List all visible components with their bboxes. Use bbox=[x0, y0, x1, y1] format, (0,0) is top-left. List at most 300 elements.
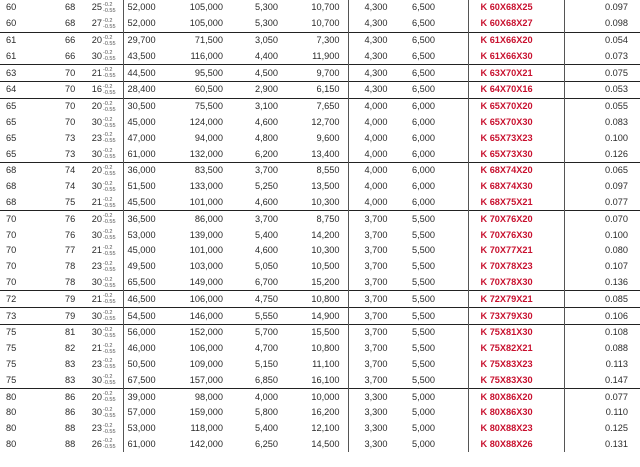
oil-speed-cell: 5,000 bbox=[412, 423, 435, 434]
static-load-rating-cell: 116,000 bbox=[190, 50, 223, 61]
grease-speed-cell: 3,700 bbox=[348, 357, 406, 373]
width-cell bbox=[83, 259, 123, 275]
width-value: 20 bbox=[91, 391, 102, 402]
width-cell bbox=[83, 341, 123, 357]
tolerance-upper: -0.2 bbox=[103, 293, 113, 300]
fatigue-load-limit-cell: 4,600 bbox=[255, 196, 278, 207]
bore-diameter-cell: 68 bbox=[0, 162, 43, 178]
table-row bbox=[0, 162, 640, 178]
fatigue-load-limit-cell: 5,400 bbox=[255, 423, 278, 434]
tolerance-upper: -0.2 bbox=[103, 406, 113, 413]
width-cell bbox=[83, 65, 123, 82]
width-value: 30 bbox=[91, 116, 102, 127]
designation-cell: K 70X78X30 bbox=[468, 275, 564, 291]
tolerance-lower: -0.55 bbox=[103, 397, 116, 404]
width-value: 27 bbox=[91, 18, 102, 29]
width-cell bbox=[83, 437, 123, 453]
tolerance-lower: -0.55 bbox=[103, 428, 116, 435]
outer-diameter-cell: 75 bbox=[65, 196, 76, 207]
oil-speed-cell: 5,000 bbox=[412, 407, 435, 418]
width-tolerance bbox=[103, 117, 116, 129]
table-row bbox=[0, 179, 640, 195]
dynamic-load-rating-cell: 47,000 bbox=[123, 130, 179, 146]
oil-speed-cell: 6,500 bbox=[406, 32, 468, 48]
outer-diameter-cell: 73 bbox=[65, 148, 76, 159]
mass-cell: 0.098 bbox=[605, 18, 628, 29]
width-cell bbox=[83, 308, 123, 325]
mass-cell: 0.055 bbox=[564, 98, 640, 114]
width-tolerance bbox=[103, 423, 116, 435]
table-row bbox=[0, 48, 640, 64]
tolerance-lower: -0.55 bbox=[103, 316, 116, 323]
mass-cell: 0.077 bbox=[564, 389, 640, 405]
tolerance-upper: -0.2 bbox=[103, 17, 113, 24]
grease-speed-cell: 4,000 bbox=[348, 195, 406, 211]
static-load-rating-cell: 101,000 bbox=[189, 196, 223, 207]
tolerance-upper: -0.2 bbox=[103, 326, 113, 333]
static-load-rating-cell: 71,500 bbox=[179, 32, 235, 48]
grease-speed-cell: 3,700 bbox=[348, 372, 406, 388]
table-row bbox=[0, 146, 640, 162]
outer-diameter-cell: 86 bbox=[65, 407, 76, 418]
bore-diameter-cell: 80 bbox=[6, 438, 17, 449]
load-limit-cell: 11,900 bbox=[312, 50, 340, 61]
width-tolerance bbox=[103, 391, 116, 403]
grease-speed-cell: 3,700 bbox=[348, 291, 406, 308]
mass-cell: 0.097 bbox=[605, 2, 628, 13]
bore-diameter-cell: 75 bbox=[6, 343, 17, 354]
designation-cell: K 70X76X20 bbox=[468, 211, 564, 227]
tolerance-upper: -0.2 bbox=[103, 148, 113, 155]
static-load-rating-cell: 142,000 bbox=[189, 438, 223, 449]
width-value: 30 bbox=[91, 50, 102, 61]
oil-speed-cell: 5,500 bbox=[412, 229, 435, 240]
width-value: 30 bbox=[91, 310, 102, 321]
width-value: 21 bbox=[91, 245, 102, 256]
grease-speed-cell: 3,300 bbox=[348, 437, 406, 453]
tolerance-upper: -0.2 bbox=[103, 164, 113, 171]
width-cell bbox=[83, 227, 123, 243]
width-tolerance bbox=[103, 84, 116, 96]
load-limit-cell: 12,100 bbox=[311, 423, 340, 434]
fatigue-load-limit-cell: 5,800 bbox=[255, 407, 278, 418]
grease-speed-cell: 3,700 bbox=[348, 259, 406, 275]
designation-cell: K 70X78X23 bbox=[468, 259, 564, 275]
tolerance-lower: -0.55 bbox=[103, 380, 116, 387]
load-limit-cell: 16,100 bbox=[311, 374, 340, 385]
mass-cell: 0.131 bbox=[605, 438, 628, 449]
outer-diameter-cell: 78 bbox=[65, 261, 76, 272]
width-value: 30 bbox=[91, 148, 102, 159]
designation-cell: K 80X86X20 bbox=[468, 389, 564, 405]
table-row bbox=[0, 389, 640, 405]
oil-speed-cell: 6,500 bbox=[412, 2, 435, 13]
bore-diameter-cell: 70 bbox=[6, 261, 17, 272]
table-row bbox=[0, 0, 640, 16]
oil-speed-cell: 6,000 bbox=[412, 196, 435, 207]
width-cell bbox=[83, 357, 123, 373]
dynamic-load-rating-cell: 46,500 bbox=[123, 291, 179, 308]
mass-cell: 0.113 bbox=[605, 358, 628, 369]
tolerance-upper: -0.2 bbox=[103, 438, 113, 445]
fatigue-load-limit-cell: 5,700 bbox=[235, 324, 290, 340]
grease-speed-cell: 4,300 bbox=[348, 65, 406, 82]
outer-diameter-cell: 76 bbox=[65, 229, 76, 240]
bore-diameter-cell: 60 bbox=[6, 18, 17, 29]
mass-cell: 0.108 bbox=[564, 324, 640, 340]
load-limit-cell: 7,650 bbox=[290, 98, 348, 114]
table-row bbox=[0, 130, 640, 146]
load-limit-cell: 8,750 bbox=[290, 211, 348, 227]
grease-speed-cell: 4,300 bbox=[348, 48, 406, 64]
tolerance-lower: -0.55 bbox=[103, 364, 116, 371]
oil-speed-cell: 5,500 bbox=[406, 291, 468, 308]
designation-cell: K 70X76X30 bbox=[468, 227, 564, 243]
designation-cell: K 65X73X23 bbox=[468, 130, 564, 146]
designation-cell: K 68X75X21 bbox=[468, 195, 564, 211]
width-tolerance bbox=[103, 2, 116, 14]
bore-diameter-cell: 65 bbox=[6, 132, 17, 143]
dynamic-load-rating-cell: 65,500 bbox=[123, 275, 179, 291]
width-tolerance bbox=[103, 181, 116, 193]
designation-cell: K 72X79X21 bbox=[468, 291, 564, 308]
oil-speed-cell: 5,500 bbox=[412, 276, 435, 287]
width-cell bbox=[83, 195, 123, 211]
tolerance-upper: -0.2 bbox=[103, 180, 113, 187]
oil-speed-cell: 5,500 bbox=[412, 245, 435, 256]
table-row bbox=[0, 357, 640, 373]
grease-speed-cell: 3,700 bbox=[348, 275, 406, 291]
mass-cell: 0.126 bbox=[605, 148, 628, 159]
load-limit-cell: 10,800 bbox=[290, 291, 348, 308]
width-cell bbox=[83, 98, 123, 114]
fatigue-load-limit-cell: 4,000 bbox=[235, 389, 290, 405]
width-value: 30 bbox=[91, 181, 102, 192]
static-load-rating-cell: 105,000 bbox=[189, 18, 223, 29]
outer-diameter-cell: 79 bbox=[43, 291, 83, 308]
bore-diameter-cell: 70 bbox=[6, 276, 17, 287]
tolerance-lower: -0.55 bbox=[103, 299, 116, 306]
fatigue-load-limit-cell: 4,700 bbox=[255, 343, 278, 354]
tolerance-upper: -0.2 bbox=[103, 358, 113, 365]
dynamic-load-rating-cell: 50,500 bbox=[123, 357, 179, 373]
oil-speed-cell: 6,000 bbox=[412, 148, 435, 159]
width-value: 20 bbox=[91, 34, 102, 45]
outer-diameter-cell: 66 bbox=[65, 50, 76, 61]
bore-diameter-cell: 80 bbox=[6, 407, 17, 418]
designation-cell: K 80X88X23 bbox=[468, 421, 564, 437]
tolerance-lower: -0.55 bbox=[103, 73, 116, 80]
width-value: 26 bbox=[91, 438, 102, 449]
dynamic-load-rating-cell: 45,000 bbox=[123, 115, 179, 131]
grease-speed-cell: 3,700 bbox=[348, 211, 406, 227]
mass-cell: 0.085 bbox=[564, 291, 640, 308]
width-value: 25 bbox=[91, 2, 102, 13]
width-tolerance bbox=[103, 407, 116, 419]
dynamic-load-rating-cell: 53,000 bbox=[123, 421, 179, 437]
tolerance-upper: -0.2 bbox=[103, 310, 113, 317]
dynamic-load-rating-cell: 51,500 bbox=[123, 179, 179, 195]
width-tolerance bbox=[103, 148, 116, 160]
tolerance-upper: -0.2 bbox=[103, 391, 113, 398]
dynamic-load-rating-cell: 45,000 bbox=[123, 243, 179, 259]
bore-diameter-cell: 64 bbox=[0, 81, 43, 98]
width-tolerance bbox=[103, 261, 116, 273]
width-value: 21 bbox=[91, 293, 102, 304]
width-cell bbox=[83, 0, 123, 16]
dynamic-load-rating-cell: 67,500 bbox=[123, 372, 179, 388]
designation-cell: K 61X66X20 bbox=[468, 32, 564, 48]
oil-speed-cell: 5,500 bbox=[406, 308, 468, 325]
grease-speed-cell: 4,000 bbox=[348, 115, 406, 131]
bore-diameter-cell: 80 bbox=[6, 423, 17, 434]
tolerance-lower: -0.55 bbox=[103, 23, 116, 30]
bore-diameter-cell: 65 bbox=[0, 98, 43, 114]
width-cell bbox=[83, 421, 123, 437]
dynamic-load-rating-cell: 53,000 bbox=[123, 227, 179, 243]
mass-cell: 0.053 bbox=[564, 81, 640, 98]
grease-speed-cell: 4,000 bbox=[348, 98, 406, 114]
table-row bbox=[0, 259, 640, 275]
mass-cell: 0.106 bbox=[564, 308, 640, 325]
outer-diameter-cell: 73 bbox=[65, 132, 76, 143]
table-row bbox=[0, 32, 640, 48]
oil-speed-cell: 6,000 bbox=[406, 98, 468, 114]
outer-diameter-cell: 74 bbox=[65, 181, 76, 192]
mass-cell: 0.136 bbox=[605, 276, 628, 287]
oil-speed-cell: 5,500 bbox=[406, 324, 468, 340]
bore-diameter-cell: 70 bbox=[0, 211, 43, 227]
static-load-rating-cell: 157,000 bbox=[189, 374, 223, 385]
tolerance-lower: -0.55 bbox=[103, 40, 116, 47]
dynamic-load-rating-cell: 45,500 bbox=[123, 195, 179, 211]
outer-diameter-cell: 88 bbox=[65, 438, 76, 449]
width-tolerance bbox=[103, 358, 116, 370]
static-load-rating-cell: 103,000 bbox=[189, 261, 223, 272]
mass-cell: 0.088 bbox=[605, 343, 628, 354]
dynamic-load-rating-cell: 52,000 bbox=[123, 16, 179, 32]
tolerance-upper: -0.2 bbox=[103, 116, 113, 123]
load-limit-cell: 10,300 bbox=[311, 245, 340, 256]
tolerance-upper: -0.2 bbox=[103, 196, 113, 203]
bore-diameter-cell: 75 bbox=[6, 358, 17, 369]
table-row bbox=[0, 81, 640, 98]
fatigue-load-limit-cell: 4,400 bbox=[255, 50, 278, 61]
width-cell bbox=[83, 291, 123, 308]
table-row bbox=[0, 115, 640, 131]
load-limit-cell: 10,300 bbox=[311, 196, 340, 207]
tolerance-upper: -0.2 bbox=[103, 422, 113, 429]
oil-speed-cell: 5,500 bbox=[412, 261, 435, 272]
bore-diameter-cell: 75 bbox=[0, 324, 43, 340]
width-value: 21 bbox=[91, 196, 102, 207]
table-row bbox=[0, 341, 640, 357]
tolerance-upper: -0.2 bbox=[103, 34, 113, 41]
load-limit-cell: 14,500 bbox=[311, 438, 340, 449]
load-limit-cell: 16,200 bbox=[311, 407, 340, 418]
static-load-rating-cell: 109,000 bbox=[189, 358, 223, 369]
grease-speed-cell: 3,700 bbox=[348, 227, 406, 243]
width-tolerance bbox=[103, 67, 116, 79]
tolerance-upper: -0.2 bbox=[103, 342, 113, 349]
mass-cell: 0.100 bbox=[605, 229, 628, 240]
tolerance-upper: -0.2 bbox=[103, 1, 113, 8]
table-row bbox=[0, 243, 640, 259]
width-value: 20 bbox=[91, 213, 102, 224]
oil-speed-cell: 5,000 bbox=[412, 438, 435, 449]
dynamic-load-rating-cell: 36,500 bbox=[123, 211, 179, 227]
width-value: 16 bbox=[91, 84, 102, 95]
width-value: 23 bbox=[91, 261, 102, 272]
static-load-rating-cell: 98,000 bbox=[179, 389, 235, 405]
designation-cell: K 80X86X30 bbox=[468, 405, 564, 421]
width-tolerance bbox=[103, 35, 116, 47]
outer-diameter-cell: 81 bbox=[43, 324, 83, 340]
width-value: 30 bbox=[91, 229, 102, 240]
width-value: 21 bbox=[91, 343, 102, 354]
tolerance-lower: -0.55 bbox=[103, 348, 116, 355]
width-cell bbox=[83, 115, 123, 131]
mass-cell: 0.080 bbox=[605, 245, 628, 256]
oil-speed-cell: 6,000 bbox=[412, 181, 435, 192]
static-load-rating-cell: 146,000 bbox=[179, 308, 235, 325]
load-limit-cell: 8,550 bbox=[290, 162, 348, 178]
table-row bbox=[0, 405, 640, 421]
mass-cell: 0.125 bbox=[605, 423, 628, 434]
grease-speed-cell: 4,300 bbox=[348, 0, 406, 16]
static-load-rating-cell: 60,500 bbox=[179, 81, 235, 98]
designation-cell: K 75X82X21 bbox=[468, 341, 564, 357]
dynamic-load-rating-cell: 61,000 bbox=[123, 437, 179, 453]
designation-cell: K 80X88X26 bbox=[468, 437, 564, 453]
grease-speed-cell: 4,000 bbox=[348, 130, 406, 146]
tolerance-lower: -0.55 bbox=[103, 250, 116, 257]
width-tolerance bbox=[103, 277, 116, 289]
outer-diameter-cell: 70 bbox=[43, 81, 83, 98]
fatigue-load-limit-cell: 2,900 bbox=[235, 81, 290, 98]
width-cell bbox=[83, 146, 123, 162]
fatigue-load-limit-cell: 5,300 bbox=[255, 18, 278, 29]
load-limit-cell: 9,700 bbox=[290, 65, 348, 82]
tolerance-upper: -0.2 bbox=[103, 50, 113, 57]
width-tolerance bbox=[103, 229, 116, 241]
width-cell bbox=[83, 275, 123, 291]
width-tolerance bbox=[103, 132, 116, 144]
tolerance-upper: -0.2 bbox=[103, 67, 113, 74]
tolerance-lower: -0.55 bbox=[103, 56, 116, 63]
static-load-rating-cell: 152,000 bbox=[179, 324, 235, 340]
designation-cell: K 75X81X30 bbox=[468, 324, 564, 340]
outer-diameter-cell: 78 bbox=[65, 276, 76, 287]
fatigue-load-limit-cell: 3,050 bbox=[235, 32, 290, 48]
width-value: 30 bbox=[91, 407, 102, 418]
bore-diameter-cell: 61 bbox=[6, 50, 17, 61]
width-tolerance bbox=[103, 165, 116, 177]
static-load-rating-cell: 106,000 bbox=[189, 343, 223, 354]
width-value: 30 bbox=[91, 276, 102, 287]
fatigue-load-limit-cell: 4,600 bbox=[255, 116, 278, 127]
outer-diameter-cell: 76 bbox=[43, 211, 83, 227]
grease-speed-cell: 4,000 bbox=[348, 179, 406, 195]
fatigue-load-limit-cell: 5,150 bbox=[255, 358, 278, 369]
tolerance-upper: -0.2 bbox=[103, 83, 113, 90]
outer-diameter-cell: 77 bbox=[65, 245, 76, 256]
static-load-rating-cell: 95,500 bbox=[179, 65, 235, 82]
outer-diameter-cell: 66 bbox=[43, 32, 83, 48]
static-load-rating-cell: 75,500 bbox=[179, 98, 235, 114]
bore-diameter-cell: 73 bbox=[0, 308, 43, 325]
tolerance-upper: -0.2 bbox=[103, 374, 113, 381]
grease-speed-cell: 3,700 bbox=[348, 341, 406, 357]
grease-speed-cell: 3,700 bbox=[348, 324, 406, 340]
width-tolerance bbox=[103, 197, 116, 209]
grease-speed-cell: 4,300 bbox=[348, 81, 406, 98]
tolerance-lower: -0.55 bbox=[103, 122, 116, 129]
mass-cell: 0.100 bbox=[605, 132, 628, 143]
mass-cell: 0.075 bbox=[564, 65, 640, 82]
load-limit-cell: 11,100 bbox=[312, 358, 340, 369]
width-value: 21 bbox=[91, 67, 102, 78]
static-load-rating-cell: 83,500 bbox=[179, 162, 235, 178]
mass-cell: 0.073 bbox=[605, 50, 628, 61]
table-row bbox=[0, 421, 640, 437]
mass-cell: 0.065 bbox=[564, 162, 640, 178]
bore-diameter-cell: 75 bbox=[6, 374, 17, 385]
bore-diameter-cell: 68 bbox=[6, 181, 17, 192]
oil-speed-cell: 5,000 bbox=[406, 389, 468, 405]
designation-cell: K 75X83X23 bbox=[468, 357, 564, 373]
mass-cell: 0.147 bbox=[605, 374, 628, 385]
tolerance-lower: -0.55 bbox=[103, 170, 116, 177]
tolerance-lower: -0.55 bbox=[103, 332, 116, 339]
mass-cell: 0.097 bbox=[605, 181, 628, 192]
oil-speed-cell: 6,500 bbox=[412, 50, 435, 61]
static-load-rating-cell: 124,000 bbox=[189, 116, 223, 127]
designation-cell: K 75X83X30 bbox=[468, 372, 564, 388]
tolerance-upper: -0.2 bbox=[103, 260, 113, 267]
fatigue-load-limit-cell: 3,700 bbox=[235, 162, 290, 178]
width-cell bbox=[83, 372, 123, 388]
outer-diameter-cell: 82 bbox=[65, 343, 76, 354]
fatigue-load-limit-cell: 3,100 bbox=[235, 98, 290, 114]
table-row bbox=[0, 308, 640, 325]
width-value: 20 bbox=[91, 165, 102, 176]
load-limit-cell: 10,700 bbox=[311, 2, 340, 13]
width-tolerance bbox=[103, 310, 116, 322]
dynamic-load-rating-cell: 61,000 bbox=[123, 146, 179, 162]
designation-cell: K 65X70X30 bbox=[468, 115, 564, 131]
dynamic-load-rating-cell: 30,500 bbox=[123, 98, 179, 114]
grease-speed-cell: 3,700 bbox=[348, 308, 406, 325]
load-limit-cell: 14,200 bbox=[311, 229, 340, 240]
load-limit-cell: 9,600 bbox=[316, 132, 340, 143]
load-limit-cell: 13,400 bbox=[311, 148, 340, 159]
static-load-rating-cell: 105,000 bbox=[189, 2, 223, 13]
width-cell bbox=[83, 32, 123, 48]
fatigue-load-limit-cell: 6,850 bbox=[255, 374, 278, 385]
fatigue-load-limit-cell: 4,600 bbox=[255, 245, 278, 256]
tolerance-lower: -0.55 bbox=[103, 266, 116, 273]
static-load-rating-cell: 101,000 bbox=[189, 245, 223, 256]
designation-cell: K 65X70X20 bbox=[468, 98, 564, 114]
designation-cell: K 68X74X30 bbox=[468, 179, 564, 195]
bore-diameter-cell: 65 bbox=[6, 148, 17, 159]
fatigue-load-limit-cell: 6,200 bbox=[255, 148, 278, 159]
oil-speed-cell: 5,500 bbox=[412, 374, 435, 385]
load-limit-cell: 10,700 bbox=[311, 18, 340, 29]
fatigue-load-limit-cell: 4,500 bbox=[235, 65, 290, 82]
static-load-rating-cell: 159,000 bbox=[189, 407, 223, 418]
